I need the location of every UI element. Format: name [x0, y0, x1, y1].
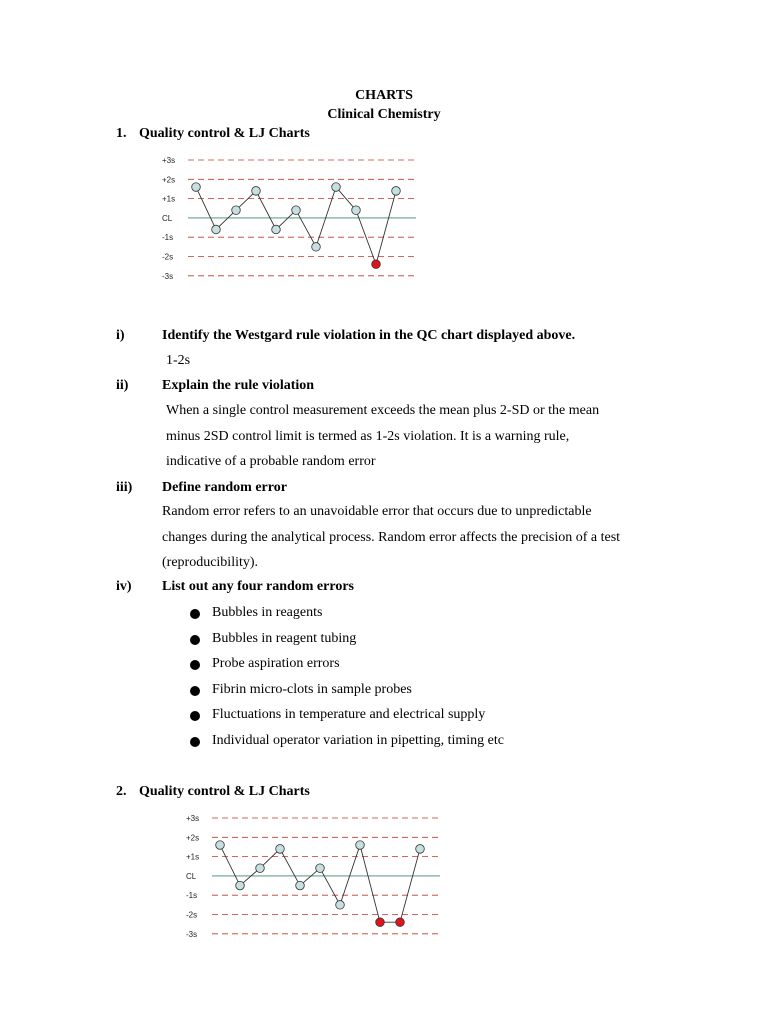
bullet-icon	[190, 660, 200, 670]
list-item: Fibrin micro-clots in sample probes	[212, 682, 412, 697]
data-point	[192, 183, 201, 192]
bullet-icon	[190, 686, 200, 696]
list-item: Individual operator variation in pipetting, timing etc	[212, 733, 504, 748]
series-line	[196, 187, 396, 264]
y-tick-label: CL	[162, 213, 173, 223]
lj-chart-2	[182, 808, 452, 940]
bullet-icon	[190, 609, 200, 619]
answer-i: 1-2s	[166, 353, 191, 368]
y-tick-label: +2s	[186, 833, 200, 843]
data-point	[392, 187, 401, 196]
y-tick-label: -1s	[186, 891, 198, 901]
data-point	[416, 845, 425, 854]
question-iii-number: iii)	[116, 480, 133, 495]
y-tick-label: +3s	[186, 814, 200, 823]
answer-ii-line-1: When a single control measurement exceeds the mean plus 2-SD or the mean	[166, 403, 600, 418]
answer-iii-line-2: changes during the analytical process. Random error affects the precision of a test	[162, 530, 621, 545]
list-item: Fluctuations in temperature and electrical supply	[212, 707, 486, 722]
question-iv-number: iv)	[116, 579, 132, 594]
bullet-icon	[190, 635, 200, 645]
data-point	[312, 243, 321, 252]
data-point	[292, 206, 301, 215]
data-point	[272, 225, 281, 234]
page-title: CHARTS	[355, 88, 413, 103]
violation-point	[372, 260, 381, 269]
y-tick-label: -3s	[162, 271, 174, 281]
question-iii-text: Define random error	[162, 480, 287, 495]
answer-ii-line-3: indicative of a probable random error	[166, 454, 376, 469]
data-point	[256, 864, 265, 873]
data-point	[216, 841, 225, 850]
data-point	[332, 183, 341, 192]
list-item: Probe aspiration errors	[212, 656, 340, 671]
section-2-heading: Quality control & LJ Charts	[139, 784, 310, 799]
page-subtitle: Clinical Chemistry	[327, 107, 441, 122]
section-1-number: 1.	[116, 126, 127, 141]
y-tick-label: +3s	[162, 156, 176, 165]
section-1-heading: Quality control & LJ Charts	[139, 126, 310, 141]
data-point	[296, 881, 305, 890]
question-iv-text: List out any four random errors	[162, 579, 354, 594]
list-item: Bubbles in reagents	[212, 605, 323, 620]
data-point	[232, 206, 241, 215]
data-point	[252, 187, 261, 196]
bullet-icon	[190, 711, 200, 721]
data-point	[356, 841, 365, 850]
answer-iii-line-3: (reproducibility).	[162, 555, 259, 570]
question-i-number: i)	[116, 328, 125, 343]
y-tick-label: -2s	[186, 910, 198, 920]
lj-chart-1	[158, 150, 428, 282]
data-point	[212, 225, 221, 234]
question-ii-number: ii)	[116, 378, 129, 393]
data-point	[336, 901, 345, 910]
y-tick-label: -2s	[162, 252, 174, 262]
y-tick-label: -1s	[162, 233, 174, 243]
y-tick-label: +2s	[162, 175, 176, 185]
answer-ii-line-2: minus 2SD control limit is termed as 1-2s violation. It is a warning rule,	[166, 429, 570, 444]
data-point	[316, 864, 325, 873]
y-tick-label: +1s	[186, 852, 200, 862]
series-line	[220, 845, 420, 922]
section-2-number: 2.	[116, 784, 127, 799]
data-point	[236, 881, 245, 890]
question-i-text: Identify the Westgard rule violation in the QC chart displayed above.	[162, 328, 576, 343]
list-item: Bubbles in reagent tubing	[212, 631, 357, 646]
y-tick-label: +1s	[162, 194, 176, 204]
data-point	[352, 206, 361, 215]
violation-point	[396, 918, 405, 927]
question-ii-text: Explain the rule violation	[162, 378, 315, 393]
bullet-icon	[190, 737, 200, 747]
violation-point	[376, 918, 385, 927]
answer-iii-line-1: Random error refers to an unavoidable error that occurs due to unpredictable	[162, 504, 592, 519]
y-tick-label: CL	[186, 871, 197, 881]
y-tick-label: -3s	[186, 929, 198, 939]
data-point	[276, 845, 285, 854]
